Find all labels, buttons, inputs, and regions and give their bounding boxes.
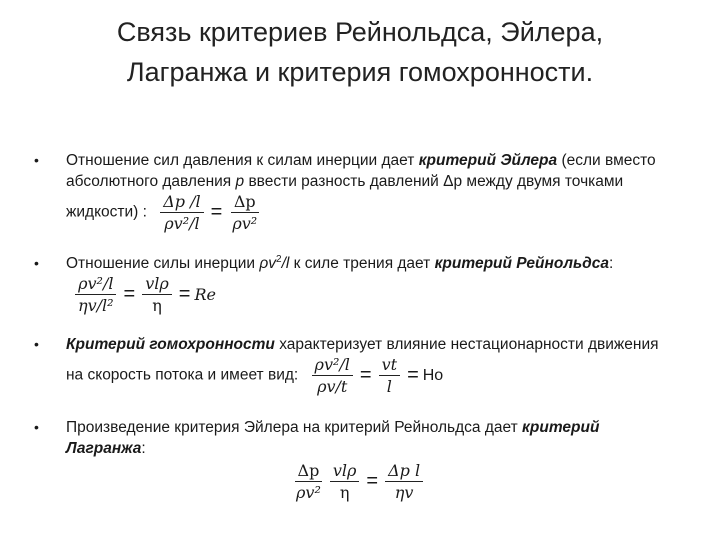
slide-title-line-2: Лагранжа и критерия гомохронности.	[126, 57, 594, 87]
fraction: $\frac{\text{ρv²/l}}{\rho v/t}$	[312, 355, 353, 396]
bullet-lagrange-text: Произведение критерия Эйлера на критерий Рейнольдса дает критерий Лагранжа:	[66, 419, 600, 457]
reynolds-criterion-term: критерий Рейнольдса	[434, 255, 609, 272]
bullet-euler	[34, 150, 680, 233]
fraction: $\frac{\Delta p}{\text{ρv²}}$	[296, 461, 321, 502]
fraction: $\frac{\text{vlρ}}{\eta}$	[142, 274, 172, 315]
bullet-homochronicity	[34, 334, 680, 396]
bullet-marker: •	[34, 255, 39, 271]
fraction: $\frac{\text{Δp l}}{\eta v}$	[385, 461, 423, 502]
slide-title-line-1: Связь критериев Рейнольдса, Эйлера,	[116, 17, 604, 47]
bullet-reynolds-text: Отношение силы инерции $\rho v^2/l$ к силе трения дает критерий Рейнольдса: $\frac{\text{ρv²/l}}{\text{ηv/l²}}$ = $\frac{\text{vlρ}}{\eta}$ = Re	[66, 253, 614, 315]
lagrange-formula: $\frac{\Delta p}{\text{ρv²}}$ $\frac{\text{vlρ}}{\eta}$ = $\frac{\text{Δp l}}{\eta v}$	[290, 461, 426, 502]
reynolds-formula: $\frac{\text{ρv²/l}}{\text{ηv/l²}}$ = $\frac{\text{vlρ}}{\eta}$ = Re	[72, 274, 216, 315]
bullet-lagrange	[34, 417, 680, 502]
bullet-marker: •	[34, 152, 39, 168]
fraction: $\frac{\Delta p /l}{\text{ρv²/l}}$	[160, 192, 203, 233]
slide-title	[40, 12, 680, 92]
bullet-euler-text: Отношение сил давления к силам инерции дает критерий Эйлера (если вместо абсолютного давления p ввести разность давлений Δp между двумя точками жидкости) : $\frac{\Delta p /l}{\text{ρv²/l}}$ = $\frac{\Delta p}{\text{ρv²}}$	[66, 152, 656, 233]
fraction: $\frac{\text{ρv²/l}}{\text{ηv/l²}}$	[75, 274, 117, 315]
bullet-marker: •	[34, 336, 39, 352]
euler-criterion-term: критерий Эйлера	[418, 152, 558, 169]
euler-formula: $\frac{\Delta p /l}{\text{ρv²/l}}$ = $\frac{\Delta p}{\text{ρv²}}$	[157, 192, 263, 233]
bullet-homochronicity-text: Критерий гомохронности характеризует влияние нестационарности движения на скорость потока и имеет вид: $\frac{\text{ρv²/l}}{\rho v/t}$ = $\frac{vt}{l}$ = Ho	[66, 336, 659, 396]
lagrange-formula-row	[284, 461, 680, 502]
fraction: $\frac{\Delta p}{\text{ρv²}}$	[232, 192, 258, 233]
bullet-marker: •	[34, 419, 39, 435]
fraction: $\frac{vt}{l}$	[379, 355, 400, 396]
fraction: $\frac{\text{vlρ}}{\eta}$	[330, 461, 360, 502]
lagrange-criterion-term: критерий Лагранжа	[66, 419, 600, 457]
homochronicity-formula: $\frac{\text{ρv²/l}}{\rho v/t}$ = $\frac{vt}{l}$ = Ho	[309, 355, 444, 396]
homochronicity-criterion-term: Критерий гомохронности	[66, 336, 275, 353]
bullet-reynolds	[34, 253, 680, 315]
